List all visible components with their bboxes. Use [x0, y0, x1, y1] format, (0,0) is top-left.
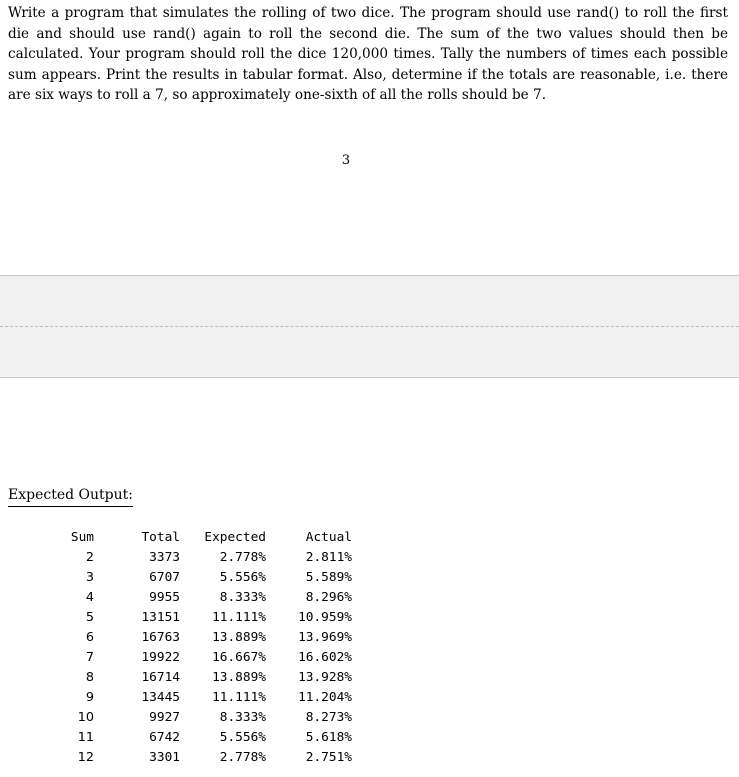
sum-cell: 2 [85, 550, 94, 565]
sum-cell: 12 [77, 750, 94, 765]
table-row [0, 668, 739, 688]
table-row [0, 688, 739, 708]
sum-cell: 10 [77, 710, 94, 725]
actual-cell: 5.618% [305, 730, 352, 745]
expected-cell: 5.556% [219, 730, 266, 745]
total-cell: 13151 [141, 610, 180, 625]
actual-cell: 2.751% [305, 750, 352, 765]
page-number: 3 [341, 153, 351, 168]
total-cell: 9955 [149, 590, 180, 605]
table-row [0, 588, 739, 608]
actual-cell: 10.959% [298, 610, 352, 625]
actual-cell: 16.602% [298, 650, 352, 665]
expected-cell: 8.333% [219, 590, 266, 605]
total-cell: 16714 [141, 670, 180, 685]
column-header-expected: Expected [204, 530, 266, 545]
column-header-total: Total [141, 530, 180, 545]
expected-output-heading: Expected Output: [8, 485, 133, 507]
sum-cell: 5 [85, 610, 94, 625]
dashed-divider [0, 326, 739, 327]
table-row [0, 628, 739, 648]
answer-input-area[interactable] [0, 275, 739, 378]
total-cell: 6707 [149, 570, 180, 585]
actual-cell: 2.811% [305, 550, 352, 565]
problem-statement: Write a program that simulates the rolling of two dice. The program should use rand() to roll the first die and should use rand() again to roll the second die. The sum of the two values should then be calculated. Your program should roll the dice 120,000 times. Tally the numbers of times each possible sum appears. Print the results in tabular format. Also, determine if the totals are reasonable, i.e. there are six ways to roll a 7, so approximately one-sixth of all the rolls should be 7. [8, 5, 728, 103]
table-row [0, 548, 739, 568]
total-cell: 6742 [149, 730, 180, 745]
column-header-actual: Actual [305, 530, 352, 545]
actual-cell: 5.589% [305, 570, 352, 585]
expected-cell: 11.111% [212, 610, 266, 625]
table-row [0, 748, 739, 768]
sum-cell: 4 [85, 590, 94, 605]
actual-cell: 13.969% [298, 630, 352, 645]
table-row [0, 708, 739, 728]
total-cell: 16763 [141, 630, 180, 645]
total-cell: 3301 [149, 750, 180, 765]
sum-cell: 9 [85, 690, 94, 705]
sum-cell: 8 [85, 670, 94, 685]
actual-cell: 8.296% [305, 590, 352, 605]
actual-cell: 13.928% [298, 670, 352, 685]
table-row [0, 648, 739, 668]
sum-cell: 3 [85, 570, 94, 585]
total-cell: 3373 [149, 550, 180, 565]
column-header-sum: Sum [70, 530, 94, 545]
actual-cell: 8.273% [305, 710, 352, 725]
total-cell: 19922 [141, 650, 180, 665]
expected-cell: 13.889% [212, 630, 266, 645]
actual-cell: 11.204% [298, 690, 352, 705]
expected-cell: 11.111% [212, 690, 266, 705]
expected-cell: 2.778% [219, 750, 266, 765]
total-cell: 13445 [141, 690, 180, 705]
table-row [0, 608, 739, 628]
table-row [0, 728, 739, 748]
expected-cell: 8.333% [219, 710, 266, 725]
expected-output-table [0, 528, 739, 777]
expected-cell: 5.556% [219, 570, 266, 585]
sum-cell: 7 [85, 650, 94, 665]
sum-cell: 6 [85, 630, 94, 645]
table-row [0, 568, 739, 588]
expected-cell: 2.778% [219, 550, 266, 565]
table-header-row [0, 528, 739, 548]
expected-cell: 13.889% [212, 670, 266, 685]
sum-cell: 11 [77, 730, 94, 745]
total-cell: 9927 [149, 710, 180, 725]
expected-cell: 16.667% [212, 650, 266, 665]
